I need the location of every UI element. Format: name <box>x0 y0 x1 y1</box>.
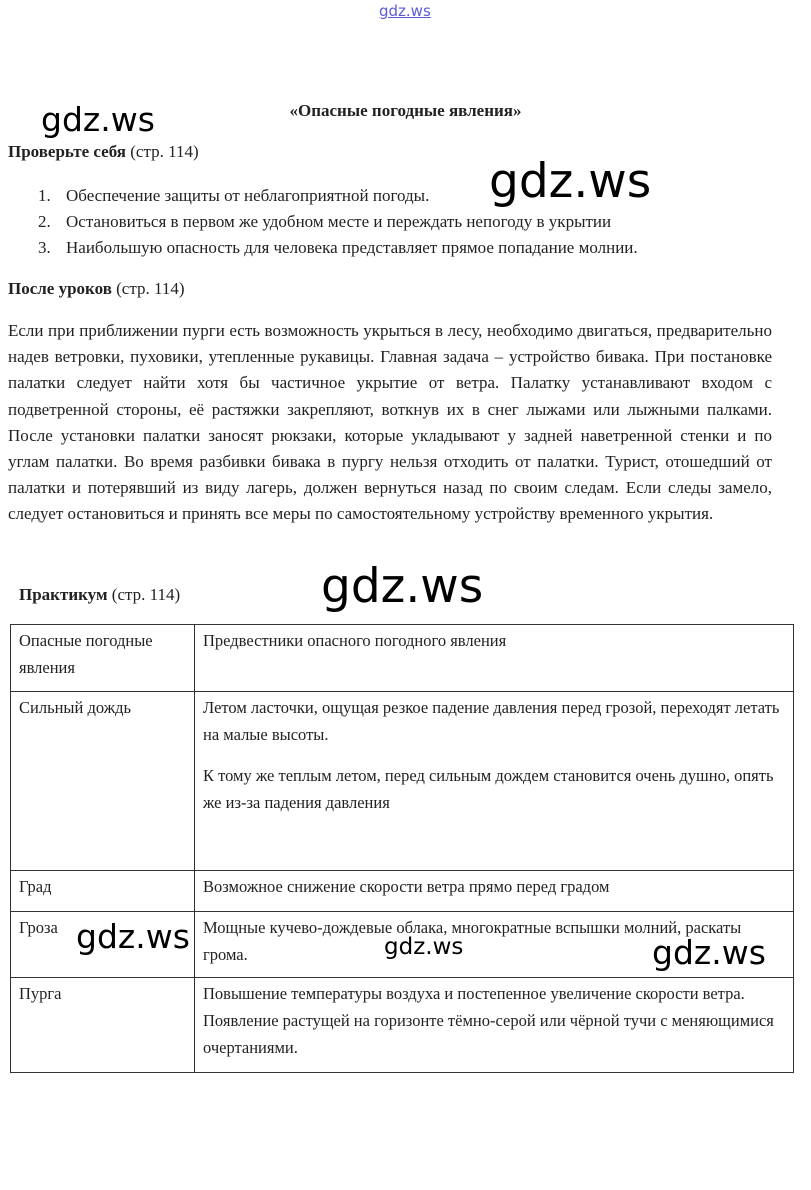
table-row <box>11 871 794 912</box>
list-item-number: 2. <box>38 212 51 231</box>
signs-cell <box>195 692 794 871</box>
list-item-text: Наибольшую опасность для человека представляет прямое попадание молнии. <box>66 238 638 257</box>
watermark: gdz.ws <box>384 934 464 960</box>
signs-cell <box>195 871 794 912</box>
watermark: gdz.ws <box>321 559 484 614</box>
page-reference: (стр. 114) <box>116 279 185 298</box>
table-header-row <box>11 625 794 692</box>
section-heading-label: После уроков <box>8 279 112 298</box>
signs-text: Летом ласточки, ощущая резкое падение давления перед грозой, переходят летать на малые высоты. <box>203 698 780 744</box>
section-heading-check-yourself <box>8 142 199 162</box>
table-header-cell: Предвестники опасного погодного явления <box>195 625 794 692</box>
list-item-text: Обеспечение защиты от неблагоприятной погоды. <box>66 186 430 205</box>
after-lessons-paragraph: Если при приближении пурги есть возможность укрыться в лесу, необходимо двигаться, предварительно надев ветровки, пуховики, утепленные рукавицы. Главная задача – устройство бивака. При постановке палатки следует найти хотя бы частичное укрытие от ветра. Палатку устанавливают входом с подветренной стороны, её растяжки закрепляют, воткнув их в снег лыжами или лыжными палками. После установки палатки заносят рюкзаки, которые укладывают у задней наветренной стенки и по углам палатки. Во время разбивки бивака в пургу нельзя отходить от палатки. Турист, отошедший от палатки и потерявший из виду лагерь, должен вернуться назад по своим следам. Если следы замело, следует остановиться и принять все меры по самостоятельному устройству временного укрытия. <box>8 321 772 524</box>
list-item <box>8 235 798 261</box>
watermark: gdz.ws <box>489 154 652 209</box>
signs-cell <box>195 978 794 1073</box>
page-reference: (стр. 114) <box>111 585 181 604</box>
watermark: gdz.ws <box>652 933 766 972</box>
list-item-number: 1. <box>38 186 51 205</box>
section-heading-label: Проверьте себя <box>8 142 126 161</box>
list-item-text: Остановиться в первом же удобном месте и переждать непогоду в укрытии <box>66 212 612 231</box>
page-title: «Опасные погодные явления» <box>289 101 522 120</box>
table-header-cell: Опасные погодные явления <box>11 625 195 692</box>
list-item-number: 3. <box>38 238 51 257</box>
section-heading-after-lessons <box>8 279 185 299</box>
section-heading-label: Практикум <box>19 585 108 604</box>
watermark: gdz.ws <box>41 100 155 139</box>
phenomenon-cell: Гроза <box>11 912 195 978</box>
signs-text: Мощные кучево-дождевые облака, многократные вспышки молний, раскаты грома. <box>203 918 742 964</box>
answers-list <box>8 183 798 261</box>
section-heading-practicum <box>19 585 180 605</box>
phenomenon-cell: Град <box>11 871 195 912</box>
signs-text: К тому же теплым летом, перед сильным дождем становится очень душно, опять же из-за падения давления <box>203 766 774 812</box>
phenomenon-cell: Пурга <box>11 978 195 1073</box>
table-row <box>11 692 794 871</box>
watermark-link-top[interactable]: gdz.ws <box>379 2 431 20</box>
list-item <box>8 183 798 209</box>
practicum-table <box>10 624 794 1073</box>
table-row <box>11 978 794 1073</box>
page-reference: (стр. 114) <box>130 142 199 161</box>
signs-text: Возможное снижение скорости ветра прямо перед градом <box>203 877 610 896</box>
list-item <box>8 209 798 235</box>
phenomenon-cell: Сильный дождь <box>11 692 195 871</box>
signs-text: Повышение температуры воздуха и постепенное увеличение скорости ветра. Появление растущей на горизонте тёмно-серой или чёрной тучи с меняющимися очертаниями. <box>203 984 774 1057</box>
watermark: gdz.ws <box>76 917 190 956</box>
